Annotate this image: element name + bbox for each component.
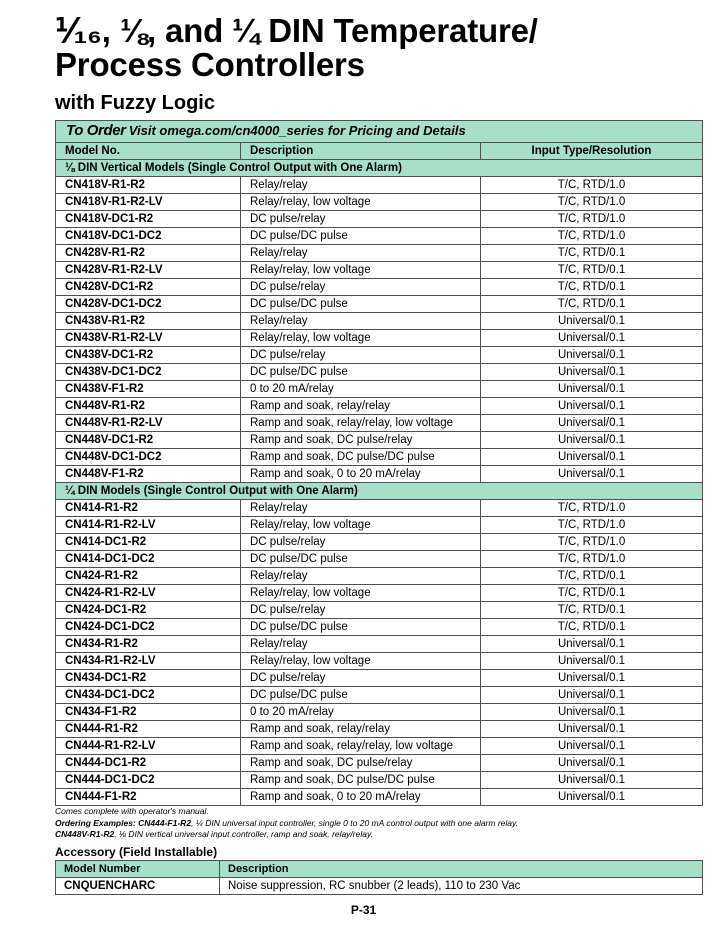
model-number-cell: CN424-DC1-R2 (56, 602, 241, 619)
description-cell: 0 to 20 mA/relay (241, 704, 481, 721)
input-type-cell: T/C, RTD/1.0 (481, 177, 703, 194)
table-row (56, 585, 703, 602)
description-cell: Ramp and soak, relay/relay (241, 721, 481, 738)
model-number-cell: CN444-F1-R2 (56, 789, 241, 806)
input-type-cell: T/C, RTD/1.0 (481, 194, 703, 211)
models-table (55, 120, 703, 806)
table-row (56, 636, 703, 653)
description-cell: Ramp and soak, DC pulse/relay (241, 432, 481, 449)
model-number-cell: CN444-DC1-DC2 (56, 772, 241, 789)
model-number-cell: CN448V-DC1-R2 (56, 432, 241, 449)
input-type-cell: T/C, RTD/1.0 (481, 228, 703, 245)
section-heading: ⅛ DIN Vertical Models (Single Control Output with One Alarm) (56, 160, 703, 177)
input-type-cell: T/C, RTD/0.1 (481, 262, 703, 279)
input-type-cell: Universal/0.1 (481, 466, 703, 483)
description-cell: DC pulse/DC pulse (241, 364, 481, 381)
table-row (56, 245, 703, 262)
notes (55, 806, 518, 841)
table-row (56, 704, 703, 721)
table-row (56, 347, 703, 364)
description-cell: Ramp and soak, relay/relay, low voltage (241, 738, 481, 755)
table-row (56, 211, 703, 228)
input-type-cell: T/C, RTD/1.0 (481, 500, 703, 517)
input-type-cell: Universal/0.1 (481, 738, 703, 755)
description-cell: DC pulse/DC pulse (241, 228, 481, 245)
table-row (56, 534, 703, 551)
input-type-cell: T/C, RTD/0.1 (481, 602, 703, 619)
input-type-cell: Universal/0.1 (481, 313, 703, 330)
input-type-cell: Universal/0.1 (481, 789, 703, 806)
model-number-cell: CN444-R1-R2 (56, 721, 241, 738)
input-type-cell: T/C, RTD/0.1 (481, 245, 703, 262)
model-number-cell: CN414-DC1-R2 (56, 534, 241, 551)
model-number-cell: CN434-R1-R2 (56, 636, 241, 653)
column-header-model: Model No. (56, 143, 241, 160)
column-header-input-type: Input Type/Resolution (481, 143, 703, 160)
description-cell: DC pulse/DC pulse (241, 619, 481, 636)
table-row (56, 789, 703, 806)
table-row (56, 194, 703, 211)
table-row (56, 755, 703, 772)
table-row (56, 381, 703, 398)
description-cell: Relay/relay (241, 636, 481, 653)
description-cell: Relay/relay (241, 568, 481, 585)
description-cell: DC pulse/DC pulse (241, 687, 481, 704)
model-number-cell: CN438V-DC1-DC2 (56, 364, 241, 381)
input-type-cell: T/C, RTD/0.1 (481, 568, 703, 585)
description-cell: DC pulse/relay (241, 534, 481, 551)
page-title: ⅟₁₆, ⅛, and ¼ DIN Temperature/ Process Controllers (55, 12, 538, 83)
note-manual: Comes complete with operator's manual. (55, 806, 209, 816)
model-number-cell: CN438V-R1-R2-LV (56, 330, 241, 347)
table-row (56, 449, 703, 466)
input-type-cell: Universal/0.1 (481, 330, 703, 347)
table-row (56, 262, 703, 279)
description-cell: Ramp and soak, DC pulse/DC pulse (241, 449, 481, 466)
description-cell: Relay/relay, low voltage (241, 585, 481, 602)
model-number-cell: CN424-R1-R2-LV (56, 585, 241, 602)
model-number-cell: CN414-R1-R2 (56, 500, 241, 517)
description-cell: Ramp and soak, DC pulse/relay (241, 755, 481, 772)
to-order-link[interactable]: Visit omega.com/cn4000_series for Pricing and Details (128, 123, 466, 138)
description-cell: Relay/relay, low voltage (241, 517, 481, 534)
model-number-cell: CN414-DC1-DC2 (56, 551, 241, 568)
table-row (56, 568, 703, 585)
model-number-cell: CN418V-DC1-DC2 (56, 228, 241, 245)
note-example-1: Ordering Examples: CN444-F1-R2, ¼ DIN universal input controller, single 0 to 20 mA control output with one alarm relay. (55, 817, 518, 828)
description-cell: DC pulse/relay (241, 347, 481, 364)
description-cell: Ramp and soak, 0 to 20 mA/relay (241, 466, 481, 483)
model-number-cell: CN428V-R1-R2 (56, 245, 241, 262)
input-type-cell: T/C, RTD/1.0 (481, 551, 703, 568)
description-cell: Relay/relay, low voltage (241, 330, 481, 347)
table-row (56, 364, 703, 381)
model-number-cell: CN438V-DC1-R2 (56, 347, 241, 364)
model-number-cell: CN434-DC1-R2 (56, 670, 241, 687)
input-type-cell: Universal/0.1 (481, 670, 703, 687)
input-type-cell: Universal/0.1 (481, 415, 703, 432)
input-type-cell: Universal/0.1 (481, 381, 703, 398)
table-row (56, 738, 703, 755)
accessory-header-description: Description (220, 861, 703, 878)
input-type-cell: Universal/0.1 (481, 772, 703, 789)
note-example-2: CN448V-R1-R2, ⅛ DIN vertical universal input controller, ramp and soak, relay/relay. (55, 829, 373, 839)
table-row (56, 228, 703, 245)
page-number: P-31 (350, 903, 377, 917)
model-number-cell: CN448V-R1-R2 (56, 398, 241, 415)
table-row (56, 432, 703, 449)
description-cell: Relay/relay, low voltage (241, 653, 481, 670)
model-number-cell: CN448V-F1-R2 (56, 466, 241, 483)
table-row (56, 619, 703, 636)
description-cell: DC pulse/relay (241, 279, 481, 296)
input-type-cell: T/C, RTD/0.1 (481, 296, 703, 313)
description-cell: Relay/relay (241, 177, 481, 194)
model-number-cell: CN438V-F1-R2 (56, 381, 241, 398)
model-number-cell: CN428V-R1-R2-LV (56, 262, 241, 279)
model-number-cell: CN418V-R1-R2-LV (56, 194, 241, 211)
table-row (56, 602, 703, 619)
accessory-header-row (56, 861, 703, 878)
input-type-cell: Universal/0.1 (481, 398, 703, 415)
description-cell: Relay/relay, low voltage (241, 262, 481, 279)
model-number-cell: CN444-R1-R2-LV (56, 738, 241, 755)
description-cell: Relay/relay, low voltage (241, 194, 481, 211)
table-row (56, 398, 703, 415)
input-type-cell: Universal/0.1 (481, 687, 703, 704)
table-row (56, 772, 703, 789)
table-row (56, 415, 703, 432)
page-subtitle: with Fuzzy Logic (55, 92, 215, 114)
accessory-title: Accessory (Field Installable) (55, 845, 218, 859)
model-number-cell: CN424-DC1-DC2 (56, 619, 241, 636)
model-number-cell: CN434-R1-R2-LV (56, 653, 241, 670)
description-cell: DC pulse/DC pulse (241, 296, 481, 313)
table-row (56, 721, 703, 738)
description-cell: Ramp and soak, 0 to 20 mA/relay (241, 789, 481, 806)
input-type-cell: T/C, RTD/0.1 (481, 585, 703, 602)
section-heading: ¼ DIN Models (Single Control Output with One Alarm) (56, 483, 703, 500)
table-row (56, 313, 703, 330)
table-row (56, 551, 703, 568)
table-row (56, 517, 703, 534)
input-type-cell: Universal/0.1 (481, 636, 703, 653)
table-row (56, 670, 703, 687)
section-heading-row (56, 483, 703, 500)
column-header-description: Description (241, 143, 481, 160)
input-type-cell: Universal/0.1 (481, 449, 703, 466)
model-number-cell: CN444-DC1-R2 (56, 755, 241, 772)
input-type-cell: Universal/0.1 (481, 721, 703, 738)
to-order-row (56, 121, 703, 143)
model-number-cell: CN414-R1-R2-LV (56, 517, 241, 534)
model-number-cell: CN418V-R1-R2 (56, 177, 241, 194)
description-cell: 0 to 20 mA/relay (241, 381, 481, 398)
model-number-cell: CN418V-DC1-R2 (56, 211, 241, 228)
model-number-cell: CN428V-DC1-DC2 (56, 296, 241, 313)
table-header-row (56, 143, 703, 160)
input-type-cell: T/C, RTD/0.1 (481, 619, 703, 636)
description-cell: DC pulse/relay (241, 211, 481, 228)
input-type-cell: Universal/0.1 (481, 432, 703, 449)
input-type-cell: T/C, RTD/1.0 (481, 517, 703, 534)
input-type-cell: Universal/0.1 (481, 364, 703, 381)
description-cell: DC pulse/relay (241, 602, 481, 619)
model-number-cell: CN434-F1-R2 (56, 704, 241, 721)
description-cell: Ramp and soak, relay/relay, low voltage (241, 415, 481, 432)
description-cell: Relay/relay (241, 313, 481, 330)
model-number-cell: CN448V-R1-R2-LV (56, 415, 241, 432)
input-type-cell: Universal/0.1 (481, 704, 703, 721)
section-heading-row (56, 160, 703, 177)
model-number-cell: CN424-R1-R2 (56, 568, 241, 585)
input-type-cell: T/C, RTD/0.1 (481, 279, 703, 296)
accessory-description: Noise suppression, RC snubber (2 leads), 110 to 230 Vac (220, 878, 703, 895)
input-type-cell: Universal/0.1 (481, 347, 703, 364)
accessory-header-model: Model Number (56, 861, 220, 878)
table-row (56, 177, 703, 194)
description-cell: Ramp and soak, DC pulse/DC pulse (241, 772, 481, 789)
table-row (56, 466, 703, 483)
input-type-cell: Universal/0.1 (481, 653, 703, 670)
table-row (56, 500, 703, 517)
table-row (56, 296, 703, 313)
input-type-cell: T/C, RTD/1.0 (481, 211, 703, 228)
table-row (56, 330, 703, 347)
table-row (56, 653, 703, 670)
table-row (56, 687, 703, 704)
description-cell: Relay/relay (241, 245, 481, 262)
to-order-label: To Order (66, 122, 126, 139)
accessory-model: CNQUENCHARC (56, 878, 220, 895)
model-number-cell: CN434-DC1-DC2 (56, 687, 241, 704)
accessory-row (56, 878, 703, 895)
model-number-cell: CN448V-DC1-DC2 (56, 449, 241, 466)
description-cell: Relay/relay (241, 500, 481, 517)
description-cell: DC pulse/DC pulse (241, 551, 481, 568)
description-cell: DC pulse/relay (241, 670, 481, 687)
table-row (56, 279, 703, 296)
accessory-table (55, 860, 703, 895)
input-type-cell: Universal/0.1 (481, 755, 703, 772)
description-cell: Ramp and soak, relay/relay (241, 398, 481, 415)
input-type-cell: T/C, RTD/1.0 (481, 534, 703, 551)
model-number-cell: CN438V-R1-R2 (56, 313, 241, 330)
model-number-cell: CN428V-DC1-R2 (56, 279, 241, 296)
